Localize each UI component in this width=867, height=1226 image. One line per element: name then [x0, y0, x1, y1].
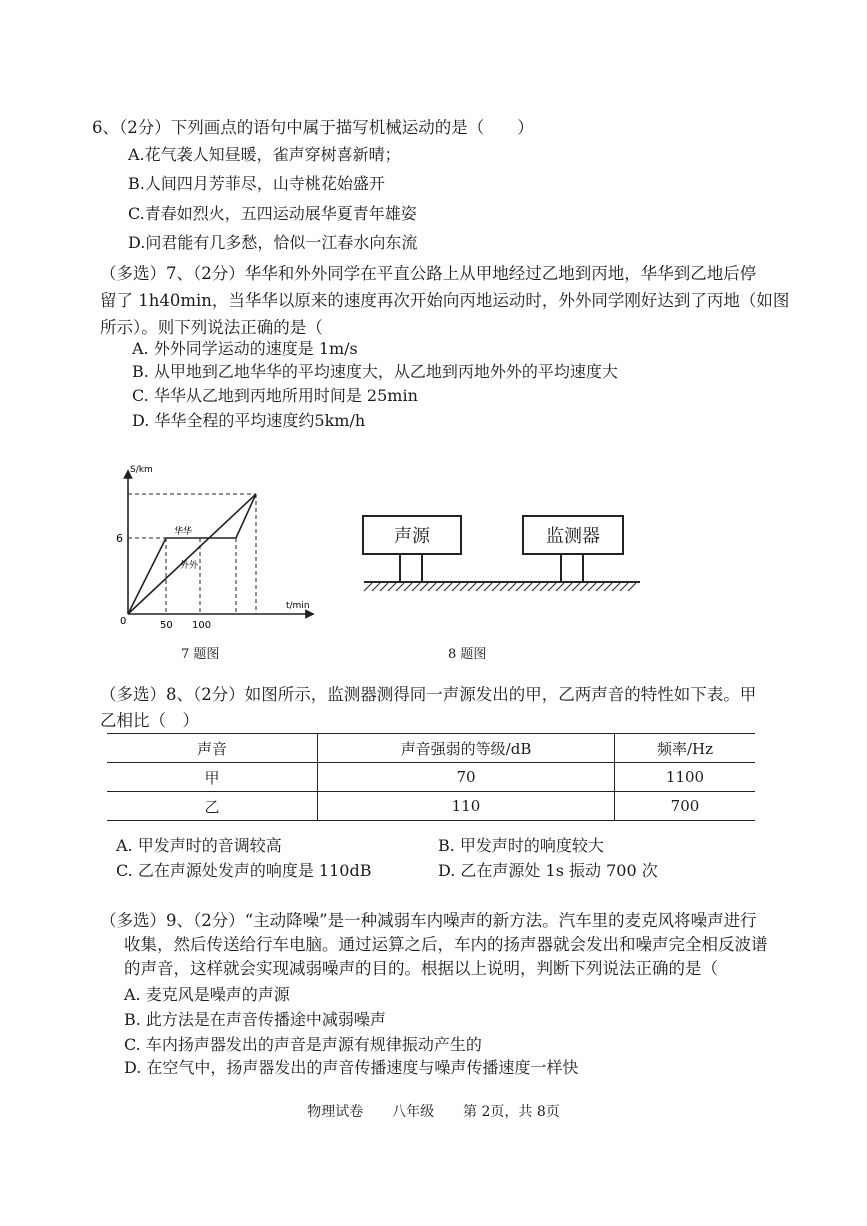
- table-header-cell: 声音: [107, 734, 318, 763]
- q8-option-a: A. 甲发声时的音调较高: [116, 836, 282, 855]
- fig8-monitor-box: 监测器: [522, 515, 624, 555]
- q9-option-b: B. 此方法是在声音传播途中减弱噪声: [124, 1010, 386, 1029]
- fig8-stands-ground: [360, 553, 650, 593]
- q8-option-c: C. 乙在声源处发声的响度是 110dB: [116, 861, 372, 880]
- table-cell: 700: [615, 792, 756, 821]
- fig7-origin: 0: [120, 616, 127, 627]
- q9-option-d: D. 在空气中，扬声器发出的声音传播速度与噪声传播速度一样快: [124, 1058, 579, 1077]
- fig7-label-waiwai: 外外: [180, 561, 199, 571]
- q7-stem-line2: 留了 1h40min，当华华以原来的速度再次开始向丙地运动时，外外同学刚好达到了丙地（如图: [100, 291, 790, 310]
- q7-stem-line1: （多选）7、（2分）华华和外外同学在平直公路上从甲地经过乙地到丙地，华华到乙地后停: [100, 264, 757, 283]
- table-cell: 乙: [107, 792, 318, 821]
- q9-stem-line3: 的声音，这样就会实现减弱噪声的目的。根据以上说明，判断下列说法正确的是（: [124, 959, 718, 978]
- q6-stem: 6、（2分）下列画点的语句中属于描写机械运动的是（ ）: [92, 118, 534, 137]
- fig7-caption: 7 题图: [181, 647, 220, 662]
- q7-option-d: D. 华华全程的平均速度约5km/h: [132, 411, 366, 430]
- q8-stem-line1: （多选）8、（2分）如图所示，监测器测得同一声源发出的甲，乙两声音的特性如下表。甲: [100, 685, 757, 704]
- table-cell: 1100: [615, 763, 756, 792]
- table-header-cell: 声音强弱的等级/dB: [318, 734, 615, 763]
- q6-option-c: C.青春如烈火，五四运动展华夏青年雄姿: [128, 204, 417, 223]
- table-row: [107, 763, 755, 792]
- footer-grade: 八年级: [392, 1104, 435, 1120]
- table-header-row: [107, 734, 755, 763]
- fig7-x-tick-50: 50: [160, 620, 173, 631]
- q7-option-c: C. 华华从乙地到丙地所用时间是 25min: [132, 386, 418, 405]
- q6-option-a: A.花气袭人知昼暖，雀声穿树喜新晴；: [128, 145, 401, 164]
- q8-option-b: B. 甲发声时的响度较大: [438, 836, 604, 855]
- q7-option-a: A. 外外同学运动的速度是 1m/s: [132, 339, 358, 358]
- table-cell: 70: [318, 763, 615, 792]
- fig7-x-tick-100: 100: [192, 620, 212, 631]
- q9-option-c: C. 车内扬声器发出的声音是声源有规律振动产生的: [124, 1035, 482, 1054]
- q6-option-b: B.人间四月芳菲尽，山寺桃花始盛开: [128, 174, 385, 193]
- footer-page: 第 2页，共 8页: [463, 1104, 560, 1120]
- table-row: [107, 792, 755, 821]
- q7-stem-line3: 所示）。则下列说法正确的是（: [100, 318, 323, 337]
- q9-stem-line1: （多选）9、（2分）“主动降噪”是一种减弱车内噪声的新方法。汽车里的麦克风将噪声进行: [100, 911, 757, 930]
- q9-option-a: A. 麦克风是噪声的声源: [124, 985, 290, 1004]
- fig8-caption: 8 题图: [448, 647, 487, 662]
- table-cell: 110: [318, 792, 615, 821]
- q8-option-d: D. 乙在声源处 1s 振动 700 次: [438, 861, 658, 880]
- table-header-cell: 频率/Hz: [615, 734, 756, 763]
- fig8-source-box: 声源: [362, 515, 462, 555]
- table-cell: 甲: [107, 763, 318, 792]
- q7-option-b: B. 从甲地到乙地华华的平均速度大，从乙地到丙地外外的平均速度大: [132, 362, 618, 381]
- q6-option-d: D.问君能有几多愁，恰似一江春水向东流: [128, 233, 418, 252]
- fig7-line-waiwai: [128, 494, 256, 614]
- fig7-graph: [110, 458, 330, 638]
- fig7-x-label: t/min: [286, 601, 310, 611]
- q8-stem-line2: 乙相比（ ）: [100, 711, 199, 730]
- fig7-y-label: S/km: [130, 465, 153, 475]
- q8-table: [107, 733, 755, 821]
- footer-subject: 物理试卷: [307, 1104, 364, 1120]
- fig7-y-tick: 6: [116, 532, 123, 545]
- q9-stem-line2: 收集，然后传送给行车电脑。通过运算之后，车内的扬声器就会发出和噪声完全相反波谱: [124, 935, 768, 954]
- fig7-label-huahua: 华华: [174, 527, 193, 537]
- page-footer: [0, 1101, 867, 1121]
